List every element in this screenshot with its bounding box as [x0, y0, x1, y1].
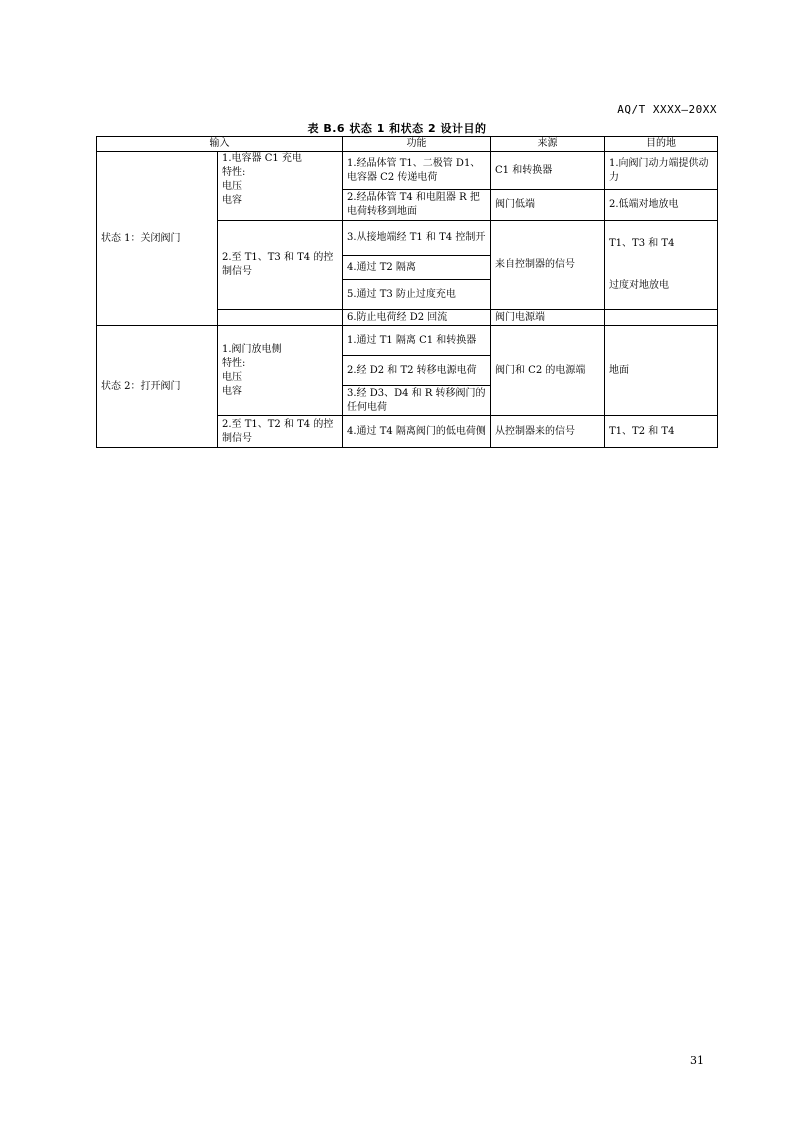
- state2-input-a: 1.阀门放电侧 特性: 电压 电容: [218, 326, 343, 416]
- state2-function-4: 4.通过 T4 隔离阀门的低电荷侧: [343, 416, 491, 448]
- header-destination: 目的地: [605, 137, 718, 152]
- state2-function-2: 2.经 D2 和 T2 转移电源电荷: [343, 356, 491, 386]
- state2-source-1: 阀门和 C2 的电源端: [491, 326, 605, 416]
- table-row: [97, 152, 718, 190]
- state1-function-3: 3.从接地端经 T1 和 T4 控制开: [343, 221, 491, 256]
- header-function: 功能: [343, 137, 491, 152]
- state1-function-5: 5.通过 T3 防止过度充电: [343, 280, 491, 310]
- state2-label: 状态 2：打开阀门: [97, 326, 218, 448]
- state1-function-1: 1.经晶体管 T1、二极管 D1、电容器 C2 传递电荷: [343, 152, 491, 190]
- standard-code: AQ/T XXXX—20XX: [617, 103, 717, 116]
- state2-destination-4: T1、T2 和 T4: [605, 416, 718, 448]
- state1-function-2: 2.经晶体管 T4 和电阻器 R 把电荷转移到地面: [343, 190, 491, 221]
- table-row: [97, 326, 718, 356]
- state1-input-a: 1.电容器 C1 充电 特性: 电压 电容: [218, 152, 343, 221]
- state1-destination-6: [605, 310, 718, 326]
- state2-source-4: 从控制器来的信号: [491, 416, 605, 448]
- state2-destination-1: 地面: [605, 326, 718, 416]
- state2-function-1: 1.通过 T1 隔离 C1 和转换器: [343, 326, 491, 356]
- state1-input-b: 2.至 T1、T3 和 T4 的控制信号: [218, 221, 343, 310]
- state1-source-2: 阀门低端: [491, 190, 605, 221]
- state1-destination-2: 2.低端对地放电: [605, 190, 718, 221]
- state2-function-3: 3.经 D3、D4 和 R 转移阀门的任何电荷: [343, 386, 491, 416]
- state1-source-1: C1 和转换器: [491, 152, 605, 190]
- state1-label: 状态 1：关闭阀门: [97, 152, 218, 326]
- state1-source-3: 来自控制器的信号: [491, 221, 605, 310]
- state2-input-b: 2.至 T1、T2 和 T4 的控制信号: [218, 416, 343, 448]
- design-purpose-table: [96, 136, 718, 448]
- state1-destination-3: T1、T3 和 T4 过度对地放电: [605, 221, 718, 310]
- table-header-row: [97, 137, 718, 152]
- state1-function-4: 4.通过 T2 隔离: [343, 256, 491, 280]
- state1-destination-1: 1.向阀门动力端提供动力: [605, 152, 718, 190]
- table-caption: 表 B.6 状态 1 和状态 2 设计目的: [307, 122, 487, 135]
- state1-function-6: 6.防止电荷经 D2 回流: [343, 310, 491, 326]
- state1-source-6: 阀门电源端: [491, 310, 605, 326]
- header-input: 输入: [97, 137, 343, 152]
- state1-input-b-continued: [218, 310, 343, 326]
- page-number: 31: [690, 1054, 704, 1067]
- header-source: 来源: [491, 137, 605, 152]
